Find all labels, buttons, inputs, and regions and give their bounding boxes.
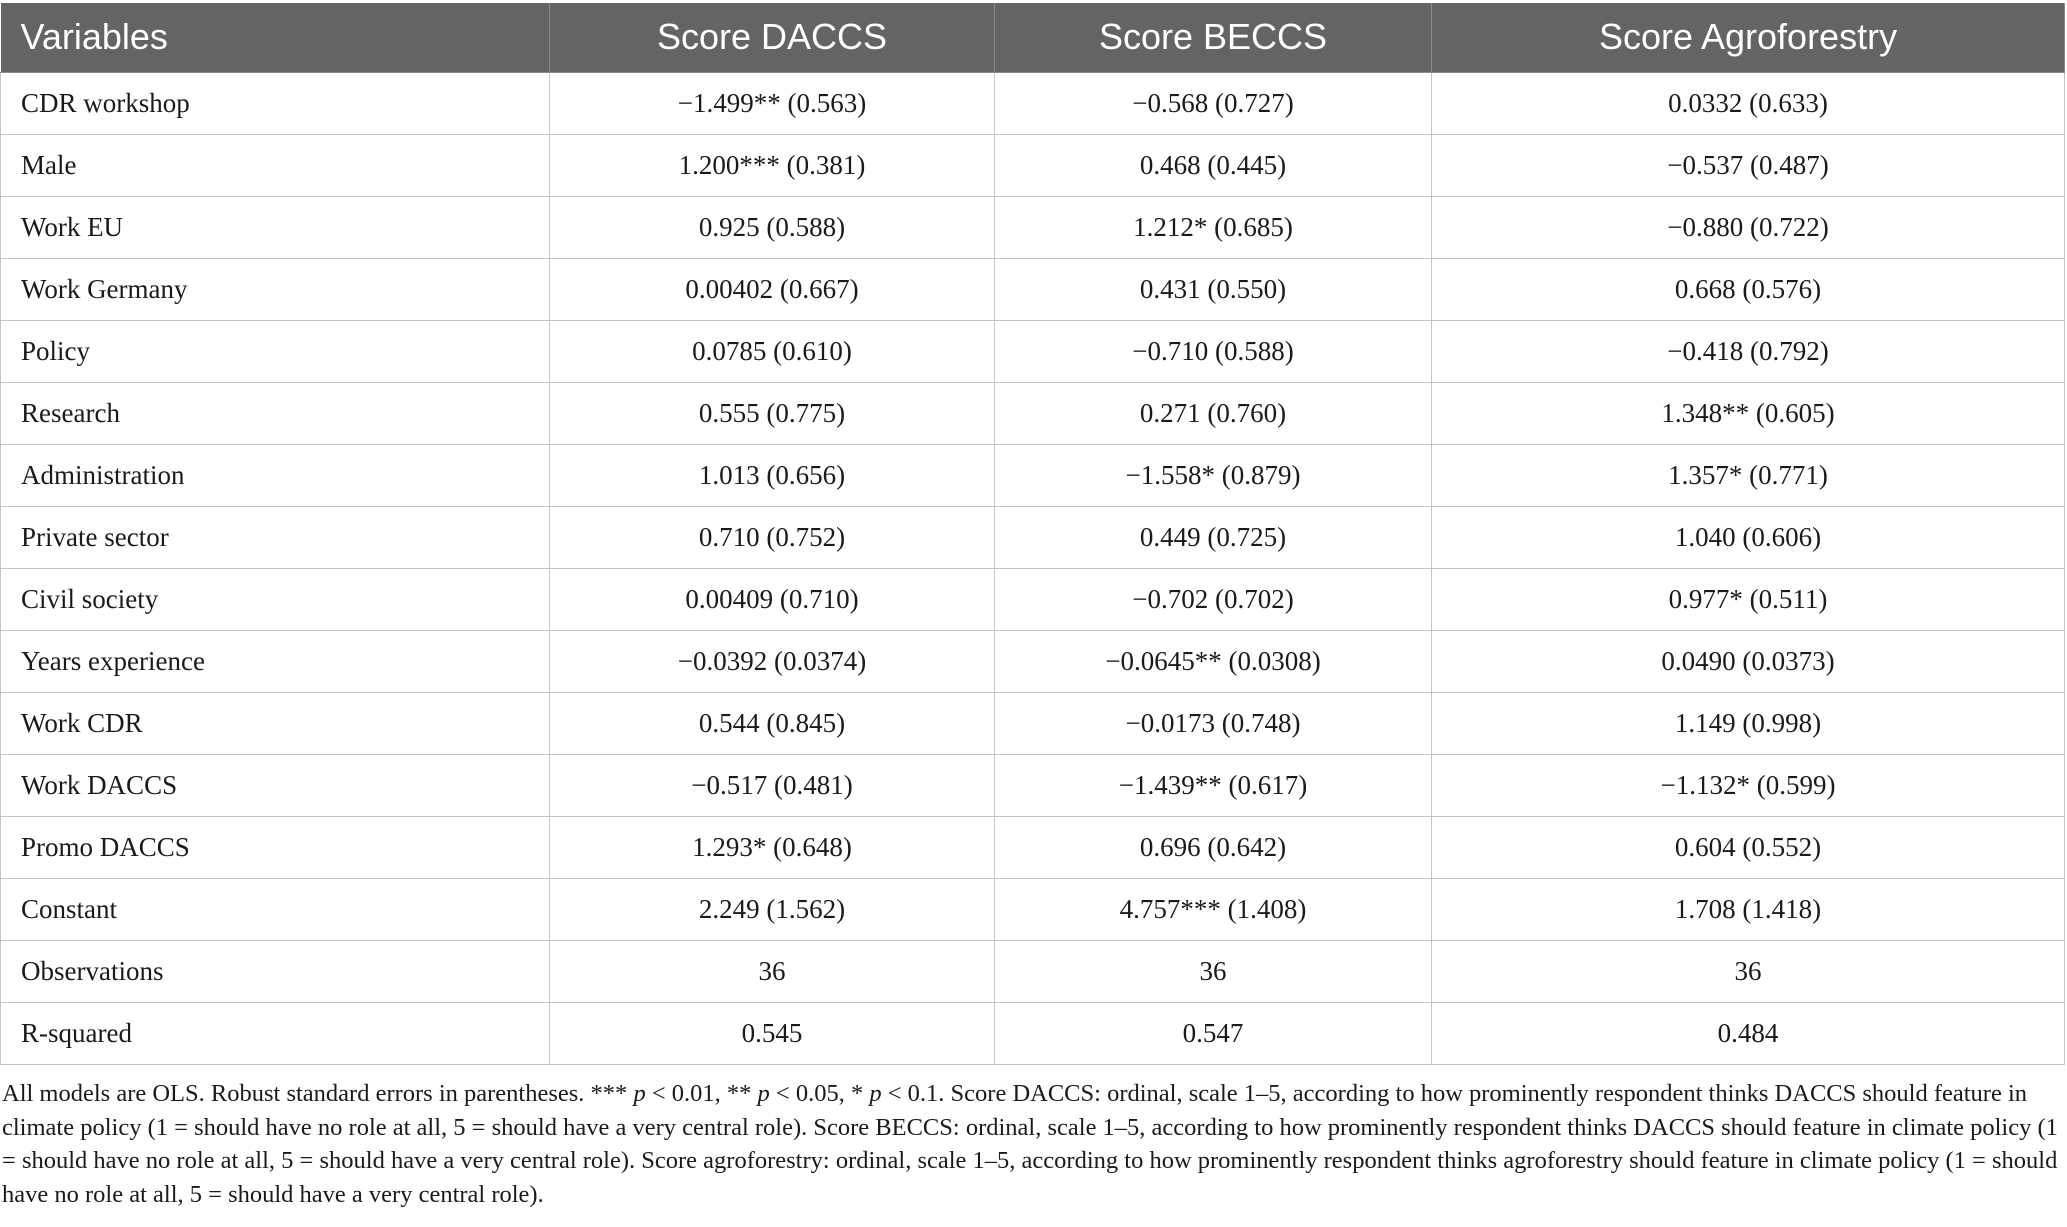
cell-agroforestry: 1.708 (1.418) xyxy=(1432,878,2065,940)
cell-agroforestry: 0.0490 (0.0373) xyxy=(1432,630,2065,692)
cell-agroforestry: 1.357* (0.771) xyxy=(1432,444,2065,506)
cell-daccs: −1.499** (0.563) xyxy=(550,72,995,134)
cell-agroforestry: −0.537 (0.487) xyxy=(1432,134,2065,196)
cell-daccs: 0.00402 (0.667) xyxy=(550,258,995,320)
cell-daccs: 1.293* (0.648) xyxy=(550,816,995,878)
cell-agroforestry: 0.0332 (0.633) xyxy=(1432,72,2065,134)
row-label: R-squared xyxy=(1,1002,550,1064)
cell-beccs: −0.568 (0.727) xyxy=(995,72,1432,134)
cell-beccs: −0.0645** (0.0308) xyxy=(995,630,1432,692)
cell-beccs: 0.696 (0.642) xyxy=(995,816,1432,878)
footnote-text: < 0.1. Score DACCS: ordinal, scale 1–5, according to how prominently respondent thinks DACCS should feature in climate policy (1 = should have no role at all, 5 = should have a very central role). Score BECCS: ordinal, scale 1–5, according to how prominently respondent thinks DACCS should feature in climate policy (1 = should have no role at all, 5 = should have a very central role). Score agroforestry: ordinal, scale 1–5, according to how prominently respondent thinks agroforestry should feature in climate policy (1 = should have no role at all, 5 = should have a very central role). xyxy=(2,1080,2058,1208)
cell-agroforestry: −0.418 (0.792) xyxy=(1432,320,2065,382)
table-row xyxy=(1,506,2065,568)
cell-beccs: 0.468 (0.445) xyxy=(995,134,1432,196)
row-label: CDR workshop xyxy=(1,72,550,134)
table-row xyxy=(1,878,2065,940)
cell-daccs: 0.0785 (0.610) xyxy=(550,320,995,382)
cell-agroforestry: −1.132* (0.599) xyxy=(1432,754,2065,816)
header-score-daccs: Score DACCS xyxy=(550,3,995,72)
cell-daccs: 2.249 (1.562) xyxy=(550,878,995,940)
header-score-agroforestry: Score Agroforestry xyxy=(1432,3,2065,72)
row-label: Policy xyxy=(1,320,550,382)
header-score-beccs: Score BECCS xyxy=(995,3,1432,72)
row-label: Work EU xyxy=(1,196,550,258)
cell-agroforestry: 36 xyxy=(1432,940,2065,1002)
row-label: Observations xyxy=(1,940,550,1002)
cell-agroforestry: 1.040 (0.606) xyxy=(1432,506,2065,568)
cell-agroforestry: −0.880 (0.722) xyxy=(1432,196,2065,258)
cell-daccs: 0.544 (0.845) xyxy=(550,692,995,754)
table-row xyxy=(1,816,2065,878)
row-label: Promo DACCS xyxy=(1,816,550,878)
cell-daccs: −0.0392 (0.0374) xyxy=(550,630,995,692)
table-row xyxy=(1,382,2065,444)
cell-beccs: −1.439** (0.617) xyxy=(995,754,1432,816)
footnote-p-symbol: p xyxy=(869,1080,882,1107)
table-row xyxy=(1,196,2065,258)
table-footnote xyxy=(2,1077,2062,1211)
cell-beccs: 36 xyxy=(995,940,1432,1002)
table-row xyxy=(1,568,2065,630)
cell-daccs: 1.200*** (0.381) xyxy=(550,134,995,196)
cell-agroforestry: 0.977* (0.511) xyxy=(1432,568,2065,630)
table-row xyxy=(1,320,2065,382)
footnote-text: All models are OLS. Robust standard errors in parentheses. *** xyxy=(2,1080,634,1107)
footnote-text: < 0.05, * xyxy=(769,1080,870,1107)
table-row xyxy=(1,134,2065,196)
cell-daccs: 36 xyxy=(550,940,995,1002)
row-label: Constant xyxy=(1,878,550,940)
row-label: Research xyxy=(1,382,550,444)
table-row xyxy=(1,940,2065,1002)
header-variables: Variables xyxy=(1,3,550,72)
cell-daccs: 0.925 (0.588) xyxy=(550,196,995,258)
cell-daccs: −0.517 (0.481) xyxy=(550,754,995,816)
cell-beccs: −0.0173 (0.748) xyxy=(995,692,1432,754)
cell-agroforestry: 1.149 (0.998) xyxy=(1432,692,2065,754)
cell-daccs: 0.710 (0.752) xyxy=(550,506,995,568)
row-label: Private sector xyxy=(1,506,550,568)
cell-daccs: 0.545 xyxy=(550,1002,995,1064)
cell-beccs: −0.702 (0.702) xyxy=(995,568,1432,630)
cell-beccs: 0.547 xyxy=(995,1002,1432,1064)
cell-daccs: 0.00409 (0.710) xyxy=(550,568,995,630)
row-label: Work DACCS xyxy=(1,754,550,816)
footnote-p-symbol: p xyxy=(633,1080,646,1107)
row-label: Administration xyxy=(1,444,550,506)
cell-beccs: 0.431 (0.550) xyxy=(995,258,1432,320)
cell-beccs: −1.558* (0.879) xyxy=(995,444,1432,506)
cell-agroforestry: 0.604 (0.552) xyxy=(1432,816,2065,878)
table-row xyxy=(1,692,2065,754)
cell-daccs: 1.013 (0.656) xyxy=(550,444,995,506)
cell-agroforestry: 0.668 (0.576) xyxy=(1432,258,2065,320)
regression-table-container xyxy=(0,3,2064,1065)
regression-table xyxy=(0,3,2065,1065)
cell-beccs: 4.757*** (1.408) xyxy=(995,878,1432,940)
table-row xyxy=(1,258,2065,320)
cell-beccs: −0.710 (0.588) xyxy=(995,320,1432,382)
row-label: Years experience xyxy=(1,630,550,692)
row-label: Male xyxy=(1,134,550,196)
row-label: Civil society xyxy=(1,568,550,630)
row-label: Work Germany xyxy=(1,258,550,320)
cell-beccs: 0.271 (0.760) xyxy=(995,382,1432,444)
table-row xyxy=(1,444,2065,506)
footnote-text: < 0.01, ** xyxy=(645,1080,758,1107)
cell-daccs: 0.555 (0.775) xyxy=(550,382,995,444)
row-label: Work CDR xyxy=(1,692,550,754)
table-row xyxy=(1,1002,2065,1064)
table-row xyxy=(1,72,2065,134)
cell-beccs: 1.212* (0.685) xyxy=(995,196,1432,258)
cell-agroforestry: 0.484 xyxy=(1432,1002,2065,1064)
cell-beccs: 0.449 (0.725) xyxy=(995,506,1432,568)
footnote-p-symbol: p xyxy=(757,1080,770,1107)
table-header-row xyxy=(1,3,2065,72)
table-row xyxy=(1,630,2065,692)
cell-agroforestry: 1.348** (0.605) xyxy=(1432,382,2065,444)
table-row xyxy=(1,754,2065,816)
